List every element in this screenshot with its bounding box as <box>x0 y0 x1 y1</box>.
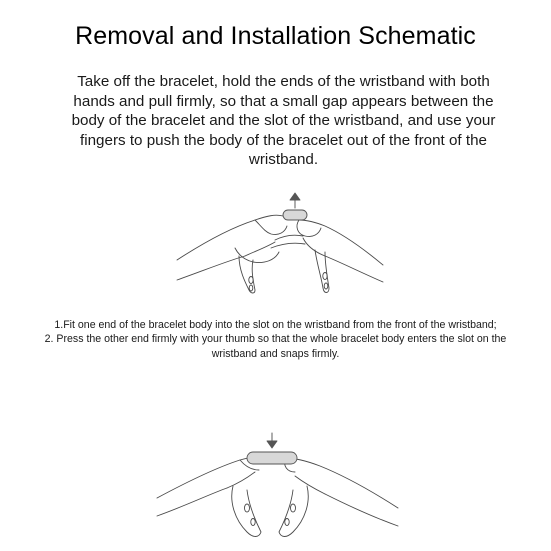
installation-step-2: 2. Press the other end firmly with your thumb so that the whole bracelet body enters the slot on the wristband and snaps firmly. <box>44 333 507 360</box>
removal-instructions: Take off the bracelet, hold the ends of the wristband with both hands and pull firmly, so that a small gap appears between the body of the bracelet and the slot of the wristband, and use your fingers to push the body of the bracelet out of the front of the wristband. <box>71 73 496 169</box>
installation-step-1: 1.Fit one end of the bracelet body into the slot on the wristband from the front of the wristband; <box>54 319 497 331</box>
page-title: Removal and Installation Schematic <box>75 22 476 50</box>
installation-illustration <box>155 428 400 543</box>
installation-steps <box>40 318 511 361</box>
removal-illustration <box>175 190 385 305</box>
